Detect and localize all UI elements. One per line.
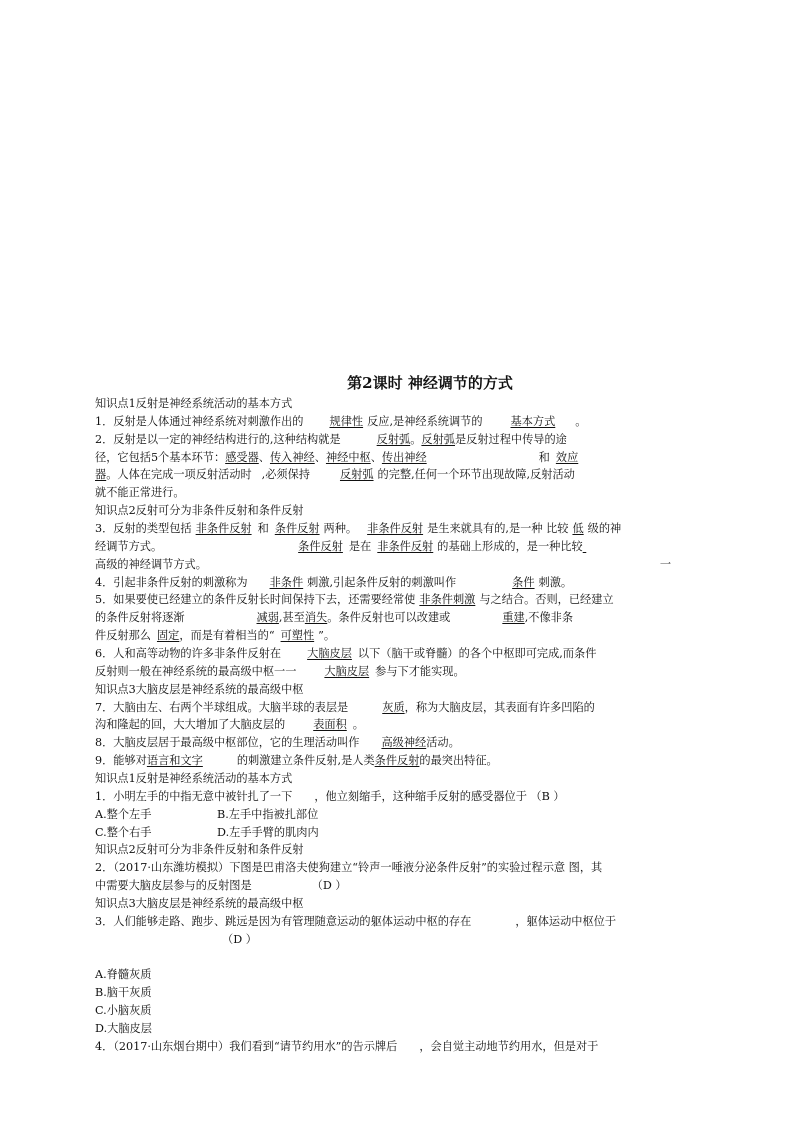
option-c: C.整个右手 bbox=[95, 826, 152, 839]
text-segment: 是在 bbox=[348, 540, 372, 553]
question-text: ，他立刻缩手，这种缩手反射的感受器位于 （B ） bbox=[314, 790, 565, 803]
answer-blank: 条件反射 bbox=[274, 522, 320, 535]
answer-blank: 可塑性 bbox=[280, 629, 315, 642]
option-line bbox=[95, 967, 151, 983]
text-line bbox=[95, 521, 621, 537]
answer-blank: 条件反射 bbox=[374, 754, 420, 767]
answer-blank: 减弱 bbox=[256, 611, 279, 624]
option-line bbox=[95, 1003, 151, 1019]
option-c: C.小脑灰质 bbox=[95, 1004, 152, 1017]
text-segment: 。条件反射也可以改建或 bbox=[327, 611, 451, 624]
answer-choice: （D ） bbox=[222, 933, 257, 946]
text-segment: 反射则一般在神经系统的最高级中枢一一 bbox=[95, 665, 297, 678]
answer-blank: 器 bbox=[95, 468, 107, 481]
section-heading: 知识点2反射可分为非条件反射和条件反射 bbox=[95, 504, 304, 517]
text-segment: ,必须保持 bbox=[261, 468, 310, 481]
answer-choice: （D ） bbox=[311, 879, 347, 892]
text-segment: 8．大脑皮层居于最高级中枢部位，它的生理活动叫作 bbox=[95, 736, 360, 749]
text-segment: 两种。 bbox=[323, 522, 358, 535]
text-segment: 的最突出特征。 bbox=[419, 754, 498, 767]
answer-blank: 非条件反射 bbox=[367, 522, 424, 535]
text-segment: 级的神 bbox=[587, 522, 622, 535]
answer-blank: 反射弧 bbox=[421, 433, 455, 446]
text-segment: 刺激,引起条件反射的刺激叫作 bbox=[307, 576, 457, 589]
text-segment: 、 bbox=[258, 451, 270, 464]
section-heading: 知识点1反射是神经系统活动的基本方式 bbox=[95, 772, 293, 785]
answer-blank: 大脑皮层 bbox=[324, 665, 370, 678]
text-line bbox=[95, 539, 589, 555]
answer-blank: 效应 bbox=[555, 451, 579, 464]
text-segment: 径，它包括5个基本环节： bbox=[95, 451, 226, 464]
text-line bbox=[95, 700, 595, 716]
text-segment: 是生来就具有的,是一种 比较 bbox=[427, 522, 569, 535]
option-b: B.左手中指被扎部位 bbox=[217, 808, 319, 821]
option-line bbox=[95, 1021, 152, 1037]
answer-blank: 高级神经 bbox=[381, 736, 427, 749]
text-segment: 6．人和高等动物的许多非条件反射在 bbox=[95, 647, 282, 660]
text-segment: 是反射过程中传导的途 bbox=[454, 433, 567, 446]
text-segment: 以下（脑干或脊髓）的各个中枢即可完成,而条件 bbox=[357, 647, 597, 660]
text-segment: 、 bbox=[314, 451, 326, 464]
text-segment: 的刺激建立条件反射,是人类 bbox=[236, 754, 375, 767]
text-segment: 参与下才能实现。 bbox=[375, 665, 465, 678]
question-text: 中需要大脑皮层参与的反射图是 bbox=[95, 879, 252, 892]
text-line bbox=[95, 664, 465, 680]
answer-blank: 重建 bbox=[502, 611, 525, 624]
text-segment: 一 bbox=[659, 558, 672, 571]
text-segment: 刺激。 bbox=[538, 576, 573, 589]
text-line bbox=[95, 682, 304, 698]
text-line bbox=[95, 646, 596, 662]
answer-blank: 感受器 bbox=[225, 451, 259, 464]
text-segment: ,甚至 bbox=[278, 611, 305, 624]
question-text: 1．小明左手的中指无意中被针扎了一下 bbox=[95, 790, 293, 803]
text-segment: 、 bbox=[370, 451, 382, 464]
text-line bbox=[95, 628, 335, 644]
text-line bbox=[95, 842, 304, 858]
answer-blank: 条件反射 bbox=[298, 540, 343, 553]
text-segment: 就不能正常进行。 bbox=[95, 486, 185, 499]
answer-blank: 固定 bbox=[156, 629, 180, 642]
text-segment: 高级的神经调节方式。 bbox=[95, 558, 207, 571]
answer-blank: 条件 bbox=[512, 576, 535, 589]
text-line bbox=[95, 592, 614, 608]
question-text: ，躯体运动中枢位于 bbox=[515, 915, 617, 928]
text-segment: 9．能够对 bbox=[95, 754, 147, 767]
text-segment: 5．如果要使已经建立的条件反射长时间保持下去，还需要经常使 bbox=[95, 593, 416, 606]
text-line bbox=[95, 914, 616, 930]
text-segment: 反应,是神经系统调节的 bbox=[367, 415, 483, 428]
text-line bbox=[95, 860, 602, 876]
text-segment: 和 bbox=[538, 451, 550, 464]
answer-blank: 大脑皮层 bbox=[307, 647, 352, 660]
text-line bbox=[95, 503, 304, 519]
text-line bbox=[95, 789, 565, 805]
option-line bbox=[95, 985, 152, 1001]
answer-blank: 消失 bbox=[304, 611, 328, 624]
text-segment: 。 bbox=[575, 415, 587, 428]
text-line bbox=[95, 896, 304, 912]
option-d: D.左手手臂的肌肉内 bbox=[217, 826, 319, 839]
option-d: D.大脑皮层 bbox=[95, 1022, 152, 1035]
question-text: 2．（2017·山东潍坊模拟）下图是巴甫洛夫使狗建立“铃声一唾液分泌条件反射”的实验过程示意 图，其 bbox=[95, 861, 603, 874]
question-text: 3．人们能够走路、跑步、跳远是因为有管理随意运动的躯体运动中枢的存在 bbox=[95, 915, 472, 928]
text-segment: 与之结合。否则，已经建立 bbox=[479, 593, 614, 606]
text-segment: 2．反射是以一定的神经结构进行的,这种结构就是 bbox=[95, 433, 341, 446]
lesson-title: 第2课时 神经调节的方式 bbox=[347, 374, 513, 392]
section-heading: 知识点1反射是神经系统活动的基本方式 bbox=[95, 397, 293, 410]
text-line bbox=[95, 557, 671, 573]
text-segment: 和 bbox=[257, 522, 269, 535]
answer-blank: 灰质 bbox=[382, 701, 405, 714]
text-line bbox=[95, 396, 292, 412]
text-segment: ，称为大脑皮层，其表面有许多凹陷的 bbox=[404, 701, 595, 714]
text-segment: 件反射那么 bbox=[95, 629, 151, 642]
answer-blank: 非条件反射 bbox=[377, 540, 434, 553]
text-segment: 活动。 bbox=[426, 736, 460, 749]
text-segment: 1．反射是人体通过神经系统对刺激作出的 bbox=[95, 415, 304, 428]
text-line bbox=[95, 771, 292, 787]
option-b: B.脑干灰质 bbox=[95, 986, 152, 999]
answer-blank: 非条件 bbox=[269, 576, 304, 589]
text-line bbox=[95, 753, 498, 769]
answer-blank: 基本方式 bbox=[510, 415, 556, 428]
answer-blank: 语言和文字 bbox=[146, 754, 203, 767]
answer-blank: 传出神经 bbox=[381, 451, 427, 464]
text-line bbox=[95, 575, 572, 591]
text-segment: ,不像非条 bbox=[524, 611, 574, 624]
option-line bbox=[95, 825, 319, 841]
text-segment: 的完整,任何一个环节出现故障,反射活动 bbox=[377, 468, 575, 481]
answer-blank: 反射弧 bbox=[376, 433, 411, 446]
text-line bbox=[95, 450, 578, 466]
text-line bbox=[95, 717, 364, 733]
section-heading: 知识点3大脑皮层是神经系统的最高级中枢 bbox=[95, 683, 304, 696]
text-line bbox=[95, 1039, 598, 1055]
text-segment: 。 bbox=[352, 718, 364, 731]
answer-blank: 非条件刺激 bbox=[419, 593, 476, 606]
answer-blank: 神经中枢 bbox=[325, 451, 371, 464]
answer-blank: 反射弧 bbox=[339, 468, 374, 481]
text-segment: 经调节方式。 bbox=[95, 540, 163, 553]
text-segment: 沟和隆起的回，大大增加了大脑皮层的 bbox=[95, 718, 286, 731]
text-segment: 的基础上形成的，是一种比较 bbox=[437, 540, 583, 553]
text-segment: 7．大脑由左、右两个半球组成。大脑半球的表层是 bbox=[95, 701, 349, 714]
text-segment: 4．引起非条件反射的刺激称为 bbox=[95, 576, 248, 589]
section-heading: 知识点3大脑皮层是神经系统的最高级中枢 bbox=[95, 897, 304, 910]
text-line bbox=[95, 467, 575, 483]
text-line bbox=[222, 932, 257, 948]
section-heading: 知识点2反射可分为非条件反射和条件反射 bbox=[95, 843, 304, 856]
answer-blank: 规律性 bbox=[329, 415, 364, 428]
text-segment: ，而是有着相当的“ bbox=[179, 629, 275, 642]
text-line bbox=[95, 414, 586, 430]
text-segment: 的条件反射将逐渐 bbox=[95, 611, 185, 624]
text-segment: 。 bbox=[410, 433, 422, 446]
text-segment: ”。 bbox=[318, 629, 336, 642]
text-segment: 3．反射的类型包括 bbox=[95, 522, 192, 535]
answer-blank: 低 bbox=[572, 522, 584, 535]
text-line bbox=[95, 735, 460, 751]
text-line bbox=[95, 432, 567, 448]
text-line bbox=[95, 610, 573, 626]
option-a: A.整个左手 bbox=[95, 808, 152, 821]
text-line bbox=[95, 485, 185, 501]
text-segment: 。人体在完成一项反射活动时 bbox=[106, 468, 252, 481]
answer-blank: 非条件反射 bbox=[195, 522, 252, 535]
question-text: ，会自觉主动地节约用水，但是对于 bbox=[419, 1040, 599, 1053]
option-line bbox=[95, 807, 318, 823]
text-line bbox=[95, 878, 347, 894]
answer-blank: 表面积 bbox=[313, 718, 347, 731]
question-text: 4．（2017·山东烟台期中）我们看到“请节约用水”的告示牌后 bbox=[95, 1040, 398, 1053]
option-a: A.脊髓灰质 bbox=[95, 968, 152, 981]
answer-blank: 传入神经 bbox=[269, 451, 315, 464]
